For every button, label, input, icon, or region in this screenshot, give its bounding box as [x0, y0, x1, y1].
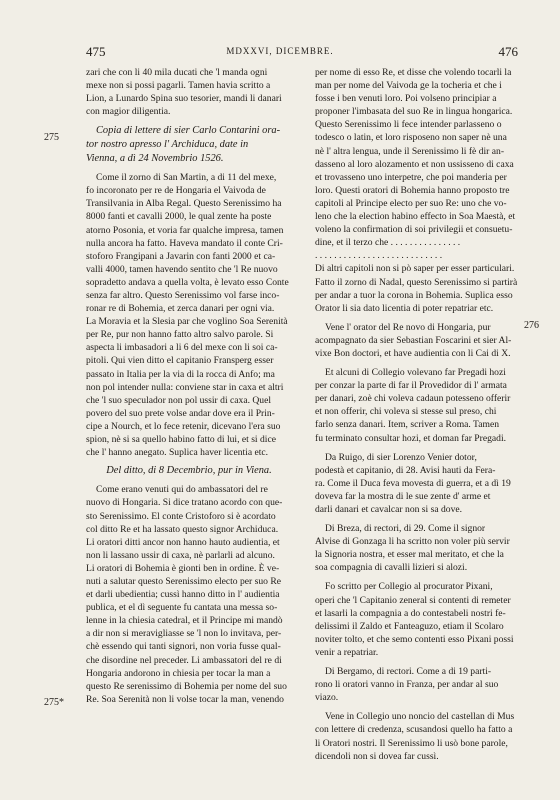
text-line: Di Breza, di rectori, di 29. Come il signor — [325, 523, 486, 535]
text-line: sto Serenissimo. El conte Cristoforo si è acordato — [86, 510, 276, 522]
text-line: stoforo Frangipani a Javarin con fanti 2000 et ca- — [86, 250, 276, 262]
text-line: lenne in la chiesia catedral, et il Principe mi mandò — [86, 615, 283, 627]
text-line: delissimi il Zaldo et Fanteaguzo, etiam il Scolaro — [315, 620, 504, 632]
text-line: nuti a salutar questo Serenissimo electo per suo Re — [86, 575, 282, 587]
text-line: Come erano venuti qui do ambassatori del re — [96, 484, 268, 496]
text-line: chè essendo qui tanti signori, non voria fusse qual- — [86, 641, 281, 653]
paragraph-pixani — [315, 580, 523, 659]
text-line: valli 4000, tamen havendo sentito che 'l Re nuovo — [86, 263, 278, 275]
text-line: et non offerir, chi voleva si stesse sul preso, chi — [315, 406, 497, 418]
text-line: fosse i ben venuti loro. Poi volseno principiar a — [315, 93, 497, 105]
paragraph-collegio — [315, 366, 523, 445]
paragraph-continuation — [86, 66, 292, 118]
text-line: operi che 'l Capitanio zeneral si contenti di remeter — [315, 594, 511, 606]
text-line: non li lassano ussir di caxa, nè parlarli ad alcuno. — [86, 549, 275, 561]
text-line: per conzar la parte di far il Provedidor di l' armata — [315, 380, 507, 392]
running-title: MDXXVI, DICEMBRE. — [226, 46, 334, 56]
text-line: darli danari et cavalcar non si sa dove. — [315, 504, 463, 515]
text-line: noviter tolto, et che semo contenti esso Pixani possi — [315, 633, 514, 645]
paragraph-orator — [315, 321, 523, 360]
right-column — [315, 66, 523, 763]
text-line: non pol intender nulla: conviene star in caxa et altri — [86, 381, 284, 393]
text-line: Et alcuni di Collegio volevano far Pregadi hozi — [325, 367, 506, 379]
text-line: fo incoronato per re de Hongaria el Vaivoda de — [86, 185, 266, 197]
text-line: con lettere di credenza, scusandosi quello ha fatto a — [315, 724, 513, 736]
text-line: Fo scritto per Collegio al procurator Pixani, — [325, 581, 493, 593]
text-line: vixe Bon doctori, et have audientia con li Cai di X. — [315, 347, 511, 359]
text-line: et darli ubedientia; cussì hanno ditto in l' audientia — [86, 589, 280, 601]
text-line: per danari, zoè chi voleva cadaun potesseno offerir — [315, 393, 511, 405]
text-line: col ditto Re et ha lassato questo signor Archiduca. — [86, 523, 279, 535]
text-line: povero del suo prete volse andar dove era il Prin- — [86, 407, 275, 419]
text-line: mexe non si possi pagarli. Tamen havia scritto a — [86, 80, 271, 92]
text-line: aspecta li imbasadori a li 6 del mexe con li soi ca- — [86, 342, 278, 354]
text-line: per nome di esso Re, et disse che volendo tocarli la — [315, 67, 512, 78]
text-line: loro. Questi oratori di Bohemia hanno proposto tre — [315, 184, 510, 196]
page-number-left: 475 — [86, 44, 106, 59]
paragraph-ruigo — [315, 451, 523, 516]
paragraph-continuation-right — [315, 66, 523, 315]
text-line: todesco o latin, et loro risposeno non saper nè una — [315, 132, 507, 144]
text-line: Da Ruigo, di sier Lorenzo Venier dotor, — [325, 451, 477, 463]
text-line: capitoli al Principe electo per suo Re: uno che vo- — [315, 197, 507, 209]
text-line: Copia di lettere di sier Carlo Contarini ora- — [96, 125, 281, 137]
text-line: podestà et capitanio, di 28. Avisi hauti da Fera- — [315, 464, 496, 476]
text-line: zari che con li 40 mila ducati che 'l manda ogni — [86, 67, 268, 78]
text-line: pitoli. Qui vien ditto el capitanio Fransperg esser — [86, 355, 274, 367]
left-column — [86, 66, 292, 706]
text-line: che 'l suo speculador non pol ussir di caxa. Quel — [86, 394, 272, 406]
text-line: Re. Soa Serenità non li volse tocar la man, venendo — [86, 693, 284, 705]
page-header — [0, 44, 560, 62]
text-line: a dir non si meravigliasse se 'l non lo invitava, per- — [86, 628, 282, 640]
text-line: Li oratori di Bohemia è gionti ben in ordine. È ve- — [86, 562, 280, 574]
text-line: et lasarli la compagnia a do contestabeli nostri fe- — [315, 607, 506, 619]
text-line: nuovo di Hongaria. Si dice tratano acordo con que- — [86, 497, 283, 509]
text-line: ra. Come il Duca feva movesta di guerra, et a dì 19 — [315, 477, 511, 489]
text-line: tor nostro apresso l' Archiduca, date in — [86, 138, 249, 150]
text-line: Alvise di Gonzaga li ha scritto non voler più servir — [315, 536, 510, 548]
text-line: Di altri capitoli non si pò saper per esser particulari. — [315, 263, 515, 275]
text-line: doveva far la mostra di le sue zente d' arme et — [315, 490, 491, 502]
text-line: Vene in Collegio uno noncio del castellan di Mus — [325, 711, 515, 723]
text-line: Vienna, a dì 24 Novembrio 1526. — [86, 152, 224, 164]
text-line: Lion, a Lunardo Spina suo tesorier, mandi li danari — [86, 93, 282, 105]
text-line: et trovasseno uno interpetre, che poi manderia per — [315, 171, 507, 183]
page-number-right: 476 — [498, 44, 518, 59]
text-line: La Moravia et la Slesia par che voglino Soa Serenità — [86, 316, 288, 328]
text-line: Orator li sia dato licentia di poter repatriar etc. — [315, 302, 494, 314]
text-line: Questo Serenissimo li fece intender parlasseno o — [315, 119, 502, 131]
text-line: per andar a tuor la corona in Bohemia. Suplica esso — [315, 289, 513, 301]
text-line: Hongaria andorono in chiesia per tocar la man a — [86, 667, 271, 679]
paragraph-bergamo — [315, 665, 523, 704]
text-line: nè l' altra lengua, unde il Serenissimo li fè dir an- — [315, 145, 505, 157]
text-line: che l' hanno anegato. Suplica haver licentia etc. — [86, 447, 269, 459]
text-line: soa compagnia di cavalli lizieri si alozi. — [315, 562, 468, 574]
text-line: viazo. — [315, 692, 339, 704]
text-line: atorno Posonia, et voria far qualche impresa, tamen — [86, 224, 284, 236]
text-line: venir a repatriar. — [315, 646, 379, 658]
text-line: acompagnato da sier Sebastian Foscarini et sier Al- — [315, 334, 512, 346]
letter-heading — [86, 124, 292, 165]
text-line: questo Re serenissimo di Bohemia per nome del suo — [86, 680, 287, 692]
margin-number-276: 276 — [524, 320, 539, 331]
text-line: Vene l' orator del Re novo di Hongaria, pur — [325, 321, 491, 333]
text-line: 8000 fanti et cavalli 2000, le qual zente ha poste — [86, 211, 272, 223]
text-line: cipe a Nourch, et lo fece retenir, dicevano l'era suo — [86, 420, 281, 432]
text-line: dasseno al loro alozamento et non ussisseno di caxa — [315, 158, 514, 170]
text-line: . . . . . . . . . . . . . . . . . . . . . . . . . . . — [315, 250, 443, 262]
margin-number-275: 275 — [44, 132, 59, 143]
text-line: man per nome del Vaivoda ge la tocheria et che i — [315, 80, 502, 92]
text-line: Li oratori ditti ancor non hanno hauto audientia, et — [86, 536, 280, 548]
text-line: la Signoria nostra, et esser mal meritato, et che la — [315, 549, 504, 561]
text-line: farlo senza danari. Item, scriver a Roma. Tamen — [315, 419, 500, 431]
text-line: publica, et el dì seguente fu cantata una messa so- — [86, 602, 278, 614]
text-line: con magior diligentia. — [86, 106, 171, 118]
text-line: per Re, pur non hanno fatto altro salvo parole. Si — [86, 329, 274, 341]
text-line: sopradetto andava a quella volta, è levato esso Conte — [86, 276, 289, 288]
paragraph-mus — [315, 710, 523, 762]
margin-number-275-star: 275* — [44, 697, 64, 708]
text-line: li Oratori nostri. Il Serenissimo li usò bone parole, — [315, 737, 508, 749]
text-line: rono li oratori vanno in Franza, per andar al suo — [315, 679, 499, 691]
text-line: nulla ancora ha fatto. Haveva mandato il conte Cri- — [86, 237, 283, 249]
text-line: leno che la election habino effecto in Soa Maestà, et — [315, 211, 516, 223]
text-line: Come il zorno di San Martin, a di 11 del mexe, — [96, 172, 277, 184]
paragraph-breza — [315, 522, 523, 574]
text-line: spion, nè si sa quello habino fatto di lui, et si dice — [86, 434, 276, 446]
text-line: Fatto il zorno di Nadal, questo Serenissimo si partirà — [315, 276, 518, 288]
text-line: Di Bergamo, di rectori. Come a di 19 parti- — [325, 666, 492, 678]
text-line: che disordine nel preceder. Li ambassatori del re di — [86, 654, 282, 666]
text-line: proponer l'imbasata del suo Re in lingua hongarica. — [315, 106, 513, 118]
text-line: ronar re di Bohemia, et zerca danari per ogni via. — [86, 303, 275, 315]
text-line: passato in Italia per la via di la rocca di Anfo; ma — [86, 368, 275, 380]
letter-heading-2: Del ditto, di 8 Decembrio, pur in Viena. — [106, 465, 272, 477]
letter-body-2 — [86, 483, 292, 706]
text-line: dicendoli non si dovea far cussì. — [315, 750, 439, 762]
text-line: dine, et il terzo che . . . . . . . . . . . . . . . — [315, 237, 461, 249]
letter-body — [86, 171, 292, 459]
text-line: senza far altro. Questo Serenissimo vol farse inco- — [86, 290, 280, 301]
text-line: voleno la confirmation di soi privilegii et consuetu- — [315, 224, 513, 236]
text-line: fu terminato consultar hozi, et doman far Pregadi. — [315, 432, 507, 444]
text-line: Transilvania in Alba Regal. Questo Serenissimo ha — [86, 198, 282, 210]
